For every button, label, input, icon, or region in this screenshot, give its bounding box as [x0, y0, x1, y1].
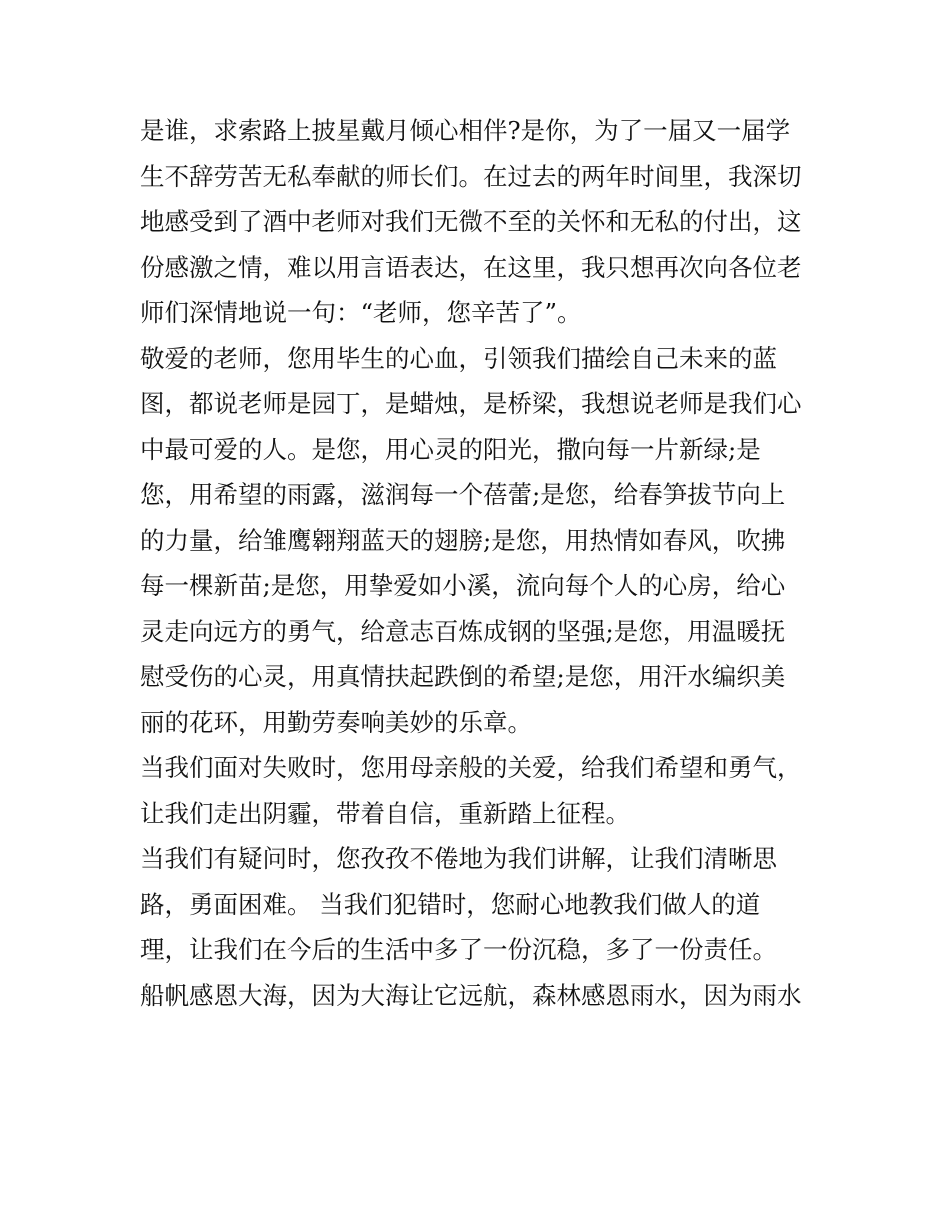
text-line: 地感受到了酒中老师对我们无微不至的关怀和无私的付出，这	[140, 207, 802, 236]
paragraph-3	[140, 745, 830, 836]
text-line: 图，都说老师是园丁，是蜡烛，是桥梁，我想说老师是我们心	[140, 389, 802, 418]
paragraph-2	[140, 336, 830, 746]
paragraph-5	[140, 973, 830, 1019]
document-body	[140, 108, 830, 1018]
paragraph-1	[140, 108, 830, 336]
text-line: 每一棵新苗;是您，用挚爱如小溪，流向每个人的心房，给心	[140, 571, 786, 600]
text-line: 师们深情地说一句：“老师，您辛苦了”。	[140, 298, 582, 327]
text-line: 理，让我们在今后的生活中多了一份沉稳，多了一份责任。	[140, 935, 777, 964]
text-line: 灵走向远方的勇气，给意志百炼成钢的坚强;是您，用温暖抚	[140, 616, 786, 646]
text-line: 的力量，给雏鹰翱翔蓝天的翅膀;是您，用热情如春风，吹拂	[140, 525, 786, 555]
text-line: 您，用希望的雨露，滋润每一个蓓蕾;是您，给春笋拔节向上	[140, 480, 786, 509]
text-line: 让我们走出阴霾，带着自信，重新踏上征程。	[140, 798, 630, 828]
text-line: 敬爱的老师，您用毕生的心血，引领我们描绘自己未来的蓝	[140, 343, 777, 373]
text-line: 是谁，求索路上披星戴月倾心相伴?是你，为了一届又一届学	[140, 116, 791, 145]
text-line: 路，勇面困难。 当我们犯错时，您耐心地教我们做人的道	[140, 889, 761, 919]
text-line: 生不辞劳苦无私奉献的师长们。在过去的两年时间里，我深切	[140, 161, 802, 191]
text-line: 份感激之情，难以用言语表达，在这里，我只想再次向各位老	[140, 252, 802, 282]
text-line: 当我们面对失败时，您用母亲般的关爱，给我们希望和勇气，	[140, 753, 802, 782]
paragraph-4	[140, 836, 830, 973]
text-line: 慰受伤的心灵，用真情扶起跌倒的希望;是您，用汗水编织美	[140, 662, 786, 691]
text-line: 丽的花环，用勤劳奏响美妙的乐章。	[140, 707, 532, 737]
text-line: 船帆感恩大海，因为大海让它远航，森林感恩雨水，因为雨水	[140, 980, 802, 1010]
text-line: 中最可爱的人。是您，用心灵的阳光，撒向每一片新绿;是	[140, 434, 761, 464]
text-line: 当我们有疑问时，您孜孜不倦地为我们讲解，让我们清晰思	[140, 844, 777, 873]
